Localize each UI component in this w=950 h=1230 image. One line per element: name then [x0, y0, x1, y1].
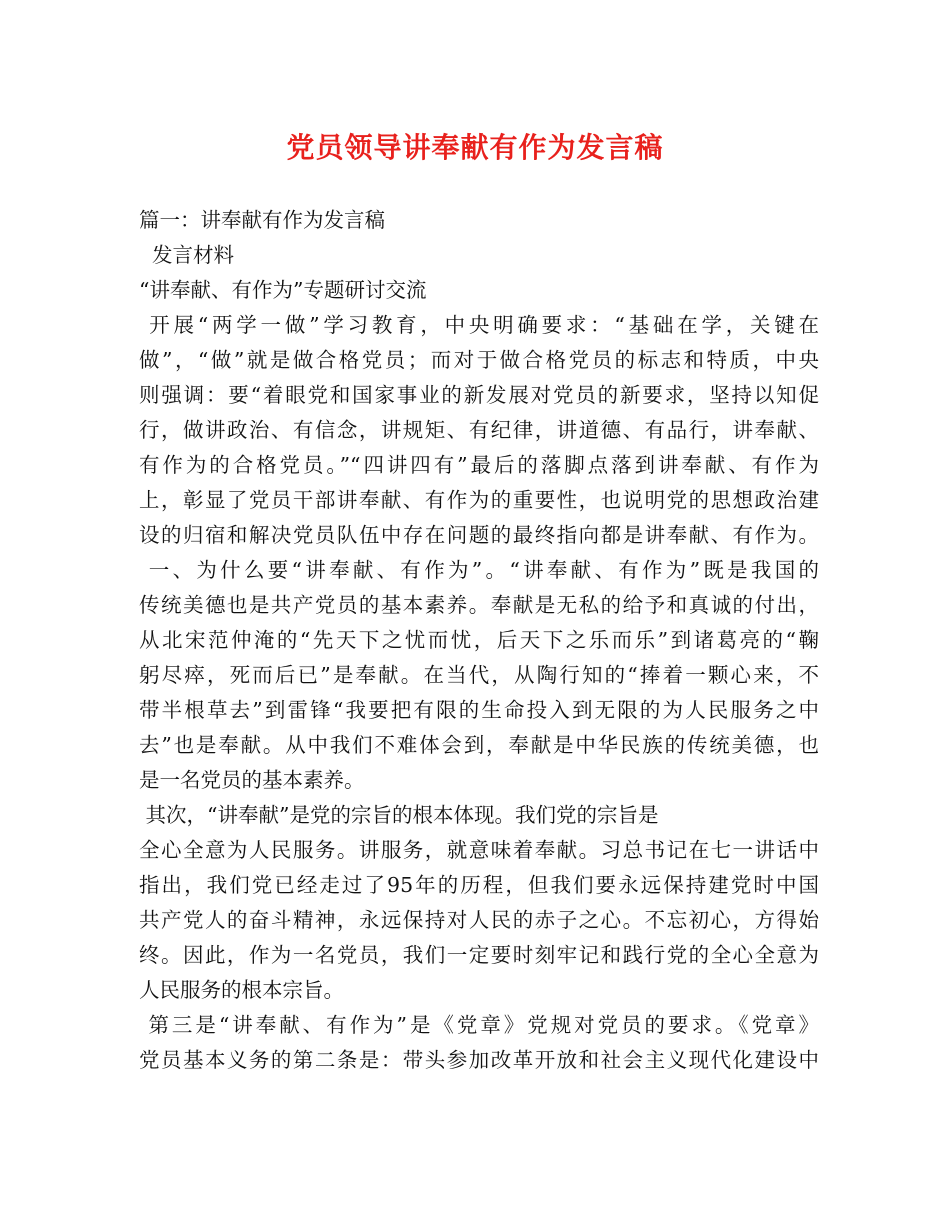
text-line: 是一名党员的基本素养。 [139, 768, 365, 792]
text-line: 开展“两学一做”学习教育，中央明确要求：“基础在学，关键在 [139, 313, 819, 337]
text-line: 终。因此，作为一名党员，我们一定要时刻牢记和践行党的全心全意为 [139, 943, 819, 967]
text-line: 带半根草去”到雷锋“我要把有限的生命投入到无限的为人民服务之中 [139, 698, 819, 722]
text-line: 有作为的合格党员。”“四讲四有”最后的落脚点落到讲奉献、有作为 [139, 453, 819, 477]
document-body [139, 203, 819, 1078]
text-line: 第三是“讲奉献、有作为”是《党章》党规对党员的要求。《党章》 [139, 1013, 819, 1037]
text-line: 躬尽瘁，死而后已”是奉献。在当代，从陶行知的“捧着一颗心来，不 [139, 663, 819, 687]
text-line: “讲奉献、有作为”专题研讨交流 [139, 278, 427, 302]
text-line: 一、为什么要“讲奉献、有作为”。“讲奉献、有作为”既是我国的 [139, 558, 819, 582]
text-line: 指出，我们党已经走过了95年的历程，但我们要永远保持建党时中国 [139, 873, 819, 897]
text-line: 上，彰显了党员干部讲奉献、有作为的重要性，也说明党的思想政治建 [139, 488, 819, 512]
text-line: 发言材料 [139, 243, 235, 267]
text-line: 全心全意为人民服务。讲服务，就意味着奉献。习总书记在七一讲话中 [139, 838, 819, 862]
text-line: 人民服务的根本宗旨。 [139, 978, 344, 1002]
text-line: 做”，“做”就是做合格党员；而对于做合格党员的标志和特质，中央 [139, 348, 819, 372]
text-line: 从北宋范仲淹的“先天下之忧而忧，后天下之乐而乐”到诸葛亮的“鞠 [139, 628, 819, 652]
text-line: 共产党人的奋斗精神，永远保持对人民的赤子之心。不忘初心，方得始 [139, 908, 819, 932]
text-line: 篇一：讲奉献有作为发言稿 [139, 208, 385, 232]
text-line: 设的归宿和解决党员队伍中存在问题的最终指向都是讲奉献、有作为。 [139, 523, 819, 547]
text-line: 传统美德也是共产党员的基本素养。奉献是无私的给予和真诚的付出， [139, 593, 819, 617]
text-line: 党员基本义务的第二条是：带头参加改革开放和社会主义现代化建设中 [139, 1048, 819, 1072]
document-title: 党员领导讲奉献有作为发言稿 [286, 131, 664, 164]
text-line: 去”也是奉献。从中我们不难体会到，奉献是中华民族的传统美德，也 [139, 733, 819, 757]
text-line: 行，做讲政治、有信念，讲规矩、有纪律，讲道德、有品行，讲奉献、 [139, 418, 819, 442]
text-line: 其次，“讲奉献”是党的宗旨的根本体现。我们党的宗旨是 [139, 803, 659, 827]
text-line: 则强调：要“着眼党和国家事业的新发展对党员的新要求，坚持以知促 [139, 383, 819, 407]
